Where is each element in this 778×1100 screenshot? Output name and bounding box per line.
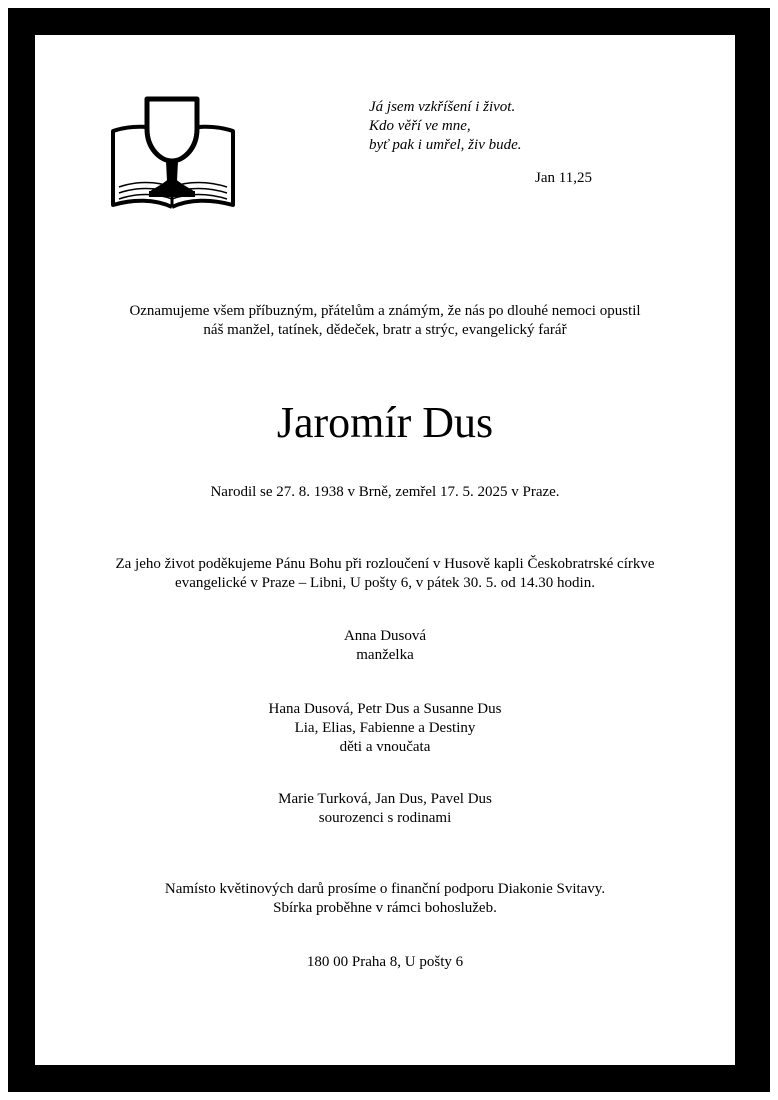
deceased-name: Jaromír Dus: [276, 398, 494, 447]
donation-request: [35, 880, 735, 918]
scripture-line: Já jsem vzkříšení i život.: [369, 99, 516, 115]
mourner-group-spouse: [35, 627, 735, 665]
donation-line: Namísto květinových darů prosíme o finanční podporu Diakonie Svitavy.: [164, 881, 606, 897]
mourner-relation: sourozenci s rodinami: [318, 810, 452, 826]
obituary-sheet: [35, 35, 735, 1065]
chalice-and-book-icon: [111, 95, 235, 213]
mourner-group-children: [35, 700, 735, 757]
announcement-line: náš manžel, tatínek, dědeček, bratr a strýc, evangelický farář: [203, 322, 567, 338]
mourner-names: Lia, Elias, Fabienne a Destiny: [294, 720, 476, 736]
donation-line: Sbírka proběhne v rámci bohoslužeb.: [273, 900, 497, 916]
mourner-names: Marie Turková, Jan Dus, Pavel Dus: [278, 791, 492, 807]
mourner-names: Anna Dusová: [343, 628, 427, 644]
birth-death-dates: Narodil se 27. 8. 1938 v Brně, zemřel 17. 5. 2025 v Praze.: [210, 484, 560, 500]
scripture-quote: [369, 98, 522, 155]
funeral-service-info: [35, 555, 735, 593]
contact-address: 180 00 Praha 8, U pošty 6: [306, 954, 464, 970]
mourner-names: Hana Dusová, Petr Dus a Susanne Dus: [268, 701, 502, 717]
mourner-group-siblings: [35, 790, 735, 828]
scripture-line: Kdo věří ve mne,: [369, 118, 471, 134]
scripture-reference: Jan 11,25: [535, 170, 592, 186]
mourner-relation: manželka: [356, 647, 414, 663]
service-line: evangelické v Praze – Libni, U pošty 6, v pátek 30. 5. od 14.30 hodin.: [175, 575, 595, 591]
scripture-line: byť pak i umřel, živ bude.: [369, 137, 522, 153]
service-line: Za jeho život poděkujeme Pánu Bohu při rozloučení v Husově kapli Českobratrské církve: [115, 556, 655, 572]
announcement-line: Oznamujeme všem příbuzným, přátelům a známým, že nás po dlouhé nemoci opustil: [129, 303, 641, 319]
announcement-text: [35, 302, 735, 340]
mourner-relation: děti a vnoučata: [339, 739, 431, 755]
